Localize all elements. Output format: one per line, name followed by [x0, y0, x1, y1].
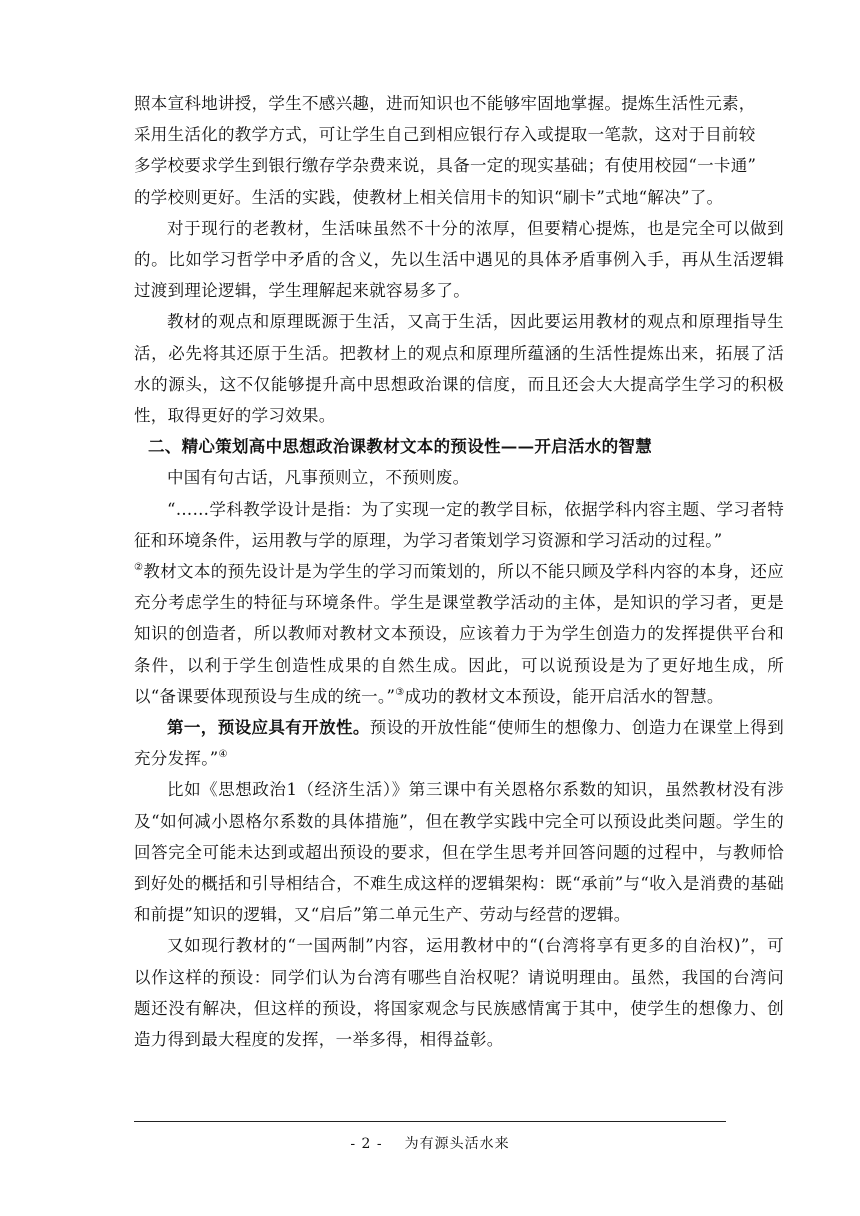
footer-title: 为有源头活水来	[404, 1136, 510, 1152]
quotation-text: “……学科教学设计是指：为了实现一定的教学目标，依据学科内容主题、学习者特征和环境条件，运用教与学的原理，为学习者策划学习资源和学习活动的过程。”	[134, 499, 784, 550]
page-footer	[0, 1133, 860, 1153]
page-number: - 2 -	[350, 1136, 383, 1152]
paragraph-6-text: 预设的开放性能“使师生的想像力、创造力在课堂上得到充分发挥。”	[134, 718, 785, 769]
paragraph-8: 又如现行教材的“一国两制”内容，运用教材中的“(台湾将享有更多的自治权)”，可以作这样的预设：同学们认为台湾有哪些自治权呢？请说明理由。虽然，我国的台湾问题还没有解决，但这样的预设，将国家观念与民族感情寓于其中，使学生的想像力、创造力得到最大程度的发挥，一举多得，相得益彰。	[134, 936, 784, 1050]
paragraph-1-line: 采用生活化的教学方式，可让学生自己到相应银行存入或提取一笔款，这对于目前较	[134, 125, 756, 145]
footnote-ref-4: ④	[218, 749, 228, 761]
paragraph-1-line: 的学校则更好。生活的实践，使教材上相关信用卡的知识“刷卡”式地“解决”了。	[134, 187, 724, 207]
paragraph-1-line: 多学校要求学生到银行缴存学杂费来说，具备一定的现实基础；有使用校园“一卡通”	[134, 156, 757, 176]
paragraph-6	[134, 712, 784, 774]
document-body	[134, 88, 784, 1055]
section-heading: 二、精心策划高中思想政治课教材文本的预设性——开启活水的智慧	[148, 437, 652, 457]
paragraph-5	[134, 494, 784, 712]
paragraph-6-bold-lead: 第一，预设应具有开放性。	[167, 718, 370, 738]
paragraph-7: 比如《思想政治1（经济生活）》第三课中有关恩格尔系数的知识，虽然教材没有涉及“如何减小恩格尔系数的具体措施”，但在教学实践中完全可以预设此类问题。学生的回答完全可能未达到或超出预设的要求，但在学生思考并回答问题的过程中，与教师恰到好处的概括和引导相结合，不难生成这样的逻辑架构：既“承前”与“收入是消费的基础和前提”知识的逻辑，又“启后”第二单元生产、劳动与经营的逻辑。	[134, 780, 784, 925]
paragraph-4: 中国有句古话，凡事预则立，不预则废。	[167, 468, 470, 488]
footnote-ref-3: ③	[395, 686, 405, 698]
paragraph-3: 教材的观点和原理既源于生活，又高于生活，因此要运用教材的观点和原理指导生活，必先将其还原于生活。把教材上的观点和原理所蕴涵的生活性提炼出来，拓展了活水的源头，这不仅能够提升高中思想政治课的信度，而且还会大大提高学生学习的积极性，取得更好的学习效果。	[134, 312, 784, 426]
paragraph-1	[134, 88, 784, 213]
paragraph-1-line: 照本宣科地讲授，学生不感兴趣，进而知识也不能够牢固地掌握。提炼生活性元素，	[134, 94, 756, 113]
paragraph-5-body: 教材文本的预先设计是为学生的学习而策划的，所以不能只顾及学科内容的本身，还应充分考虑学生的特征与环境条件。学生是课堂教学活动的主体，是知识的学习者，更是知识的创造者，所以教师对教材文本预设，应该着力于为学生创造力的发挥提供平台和条件，以利于学生创造性成果的自然生成。因此，可以说预设是为了更好地生成，所以“备课要体现预设与生成的统一。”	[134, 562, 784, 706]
footnote-ref-2: ②	[134, 562, 144, 574]
paragraph-5-end: 成功的教材文本预设，能开启活水的智慧。	[404, 686, 724, 706]
footer-divider	[134, 1121, 726, 1122]
paragraph-2: 对于现行的老教材，生活味虽然不十分的浓厚，但要精心提炼，也是完全可以做到的。比如学习哲学中矛盾的含义，先以生活中遇见的具体矛盾事例入手，再从生活逻辑过渡到理论逻辑，学生理解起来就容易多了。	[134, 218, 784, 301]
